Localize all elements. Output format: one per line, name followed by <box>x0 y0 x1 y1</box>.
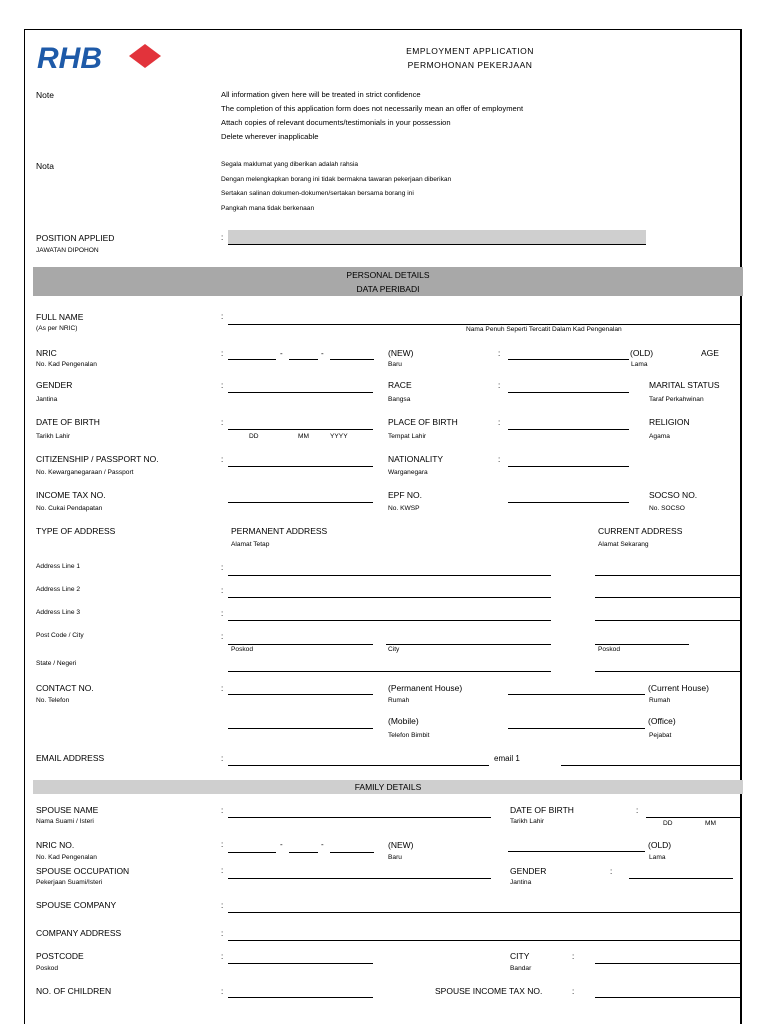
email-1-label: email 1 <box>494 754 520 763</box>
spouse-gender-label: GENDER <box>510 866 547 876</box>
dash: - <box>321 840 324 849</box>
race-sub: Bangsa <box>388 396 411 403</box>
permanent-house-label: (Permanent House) <box>388 683 463 693</box>
spouse-dob-dd: DD <box>663 820 673 827</box>
colon: : <box>221 349 224 358</box>
perm-city-field[interactable] <box>386 644 551 645</box>
spouse-dob-field[interactable] <box>646 817 742 818</box>
spouse-occupation-label: SPOUSE OCCUPATION <box>36 866 130 876</box>
income-tax-field[interactable] <box>228 502 373 503</box>
colon: : <box>221 840 224 849</box>
spouse-gender-sub: Jantina <box>510 879 532 886</box>
office-label: (Office) <box>648 716 676 726</box>
spouse-name-label: SPOUSE NAME <box>36 805 99 815</box>
nationality-field[interactable] <box>508 466 629 467</box>
colon: : <box>610 867 613 876</box>
gender-label: GENDER <box>36 380 73 390</box>
spouse-dob-label: DATE OF BIRTH <box>510 805 574 815</box>
pob-field[interactable] <box>508 429 629 430</box>
colon: : <box>221 754 224 763</box>
postcode-label: POSTCODE <box>36 951 84 961</box>
mobile-sub: Telefon Bimbit <box>388 732 430 739</box>
permanent-address-sub: Alamat Tetap <box>231 541 270 548</box>
income-tax-label: INCOME TAX NO. <box>36 490 106 500</box>
dob-sub: Tarikh Lahir <box>36 433 71 440</box>
poskod-sub: Poskod <box>231 646 253 653</box>
dash: - <box>321 349 324 358</box>
spouse-nric-old-field[interactable] <box>508 851 645 852</box>
personal-details-title: PERSONAL DETAILS <box>346 270 430 280</box>
dash: - <box>280 349 283 358</box>
position-applied-field[interactable] <box>228 230 646 245</box>
nota-line: Segala maklumat yang diberikan adalah rahsia <box>221 161 359 168</box>
nric-part1-field[interactable] <box>228 359 276 360</box>
form-title-en: EMPLOYMENT APPLICATION <box>406 46 534 56</box>
gender-sub: Jantina <box>36 396 58 403</box>
epf-label: EPF NO. <box>388 490 423 500</box>
nric-sub: No. Kad Pengenalan <box>36 361 97 368</box>
dob-field[interactable] <box>228 429 373 430</box>
form-title-my: PERMOHONAN PEKERJAAN <box>407 60 533 70</box>
dash: - <box>280 840 283 849</box>
state-label: State / Negeri <box>36 660 77 667</box>
colon: : <box>221 312 224 321</box>
rumah-sub: Rumah <box>649 697 671 704</box>
full-name-field[interactable] <box>228 324 742 325</box>
epf-field[interactable] <box>508 502 629 503</box>
no-of-children-field[interactable] <box>228 997 373 998</box>
spouse-nric-label: NRIC NO. <box>36 840 75 850</box>
nric-label: NRIC <box>36 348 57 358</box>
city-label: CITY <box>510 951 530 961</box>
city-sub: Bandar <box>510 965 532 972</box>
perm-address-line-1-field[interactable] <box>228 575 551 576</box>
rumah-sub: Rumah <box>388 697 410 704</box>
colon: : <box>221 952 224 961</box>
full-name-hint: Nama Penuh Seperti Tercatit Dalam Kad Pengenalan <box>466 326 622 333</box>
spouse-income-tax-field[interactable] <box>595 997 742 998</box>
citizenship-field[interactable] <box>228 466 373 467</box>
colon: : <box>221 806 224 815</box>
income-tax-sub: No. Cukai Pendapatan <box>36 505 103 512</box>
nric-old-sub: Lama <box>631 361 648 368</box>
perm-state-field[interactable] <box>228 671 551 672</box>
note-line: Attach copies of relevant documents/testimonials in your possession <box>221 118 451 127</box>
position-applied-sub: JAWATAN DIPOHON <box>36 247 99 254</box>
colon: : <box>636 806 639 815</box>
colon: : <box>221 455 224 464</box>
email-address-label: EMAIL ADDRESS <box>36 753 105 763</box>
address-line-3-label: Address Line 3 <box>36 609 80 616</box>
spouse-nric-new-sub: Baru <box>388 854 402 861</box>
type-of-address-label: TYPE OF ADDRESS <box>36 526 116 536</box>
spouse-nric-old-sub: Lama <box>649 854 666 861</box>
perm-address-line-2-field[interactable] <box>228 597 551 598</box>
current-address-label: CURRENT ADDRESS <box>598 526 683 536</box>
dob-yyyy: YYYY <box>330 433 348 440</box>
company-address-field[interactable] <box>228 940 742 941</box>
colon: : <box>221 684 224 693</box>
nric-part3-field[interactable] <box>330 359 374 360</box>
email-1-field[interactable] <box>561 765 742 766</box>
spouse-nric-sub: No. Kad Pengenalan <box>36 854 97 861</box>
nota-line: Dengan melengkapkan borang ini tidak bermakna tawaran pekerjaan diberikan <box>221 176 452 183</box>
colon: : <box>221 987 224 996</box>
current-address-sub: Alamat Sekarang <box>598 541 649 548</box>
dob-mm: MM <box>298 433 309 440</box>
spouse-city-field[interactable] <box>595 963 742 964</box>
spouse-nric-part1-field[interactable] <box>228 852 276 853</box>
colon: : <box>221 563 224 572</box>
full-name-label: FULL NAME <box>36 312 84 322</box>
nric-part2-field[interactable] <box>289 359 318 360</box>
spouse-nric-old-label: (OLD) <box>648 840 672 850</box>
full-name-sub: (As per NRIC) <box>36 325 78 332</box>
colon: : <box>221 381 224 390</box>
gender-field[interactable] <box>228 392 373 393</box>
spouse-dob-mm: MM <box>705 820 716 827</box>
dob-label: DATE OF BIRTH <box>36 417 100 427</box>
colon: : <box>221 866 224 875</box>
spouse-nric-part2-field[interactable] <box>289 852 318 853</box>
perm-postcode-field[interactable] <box>228 644 373 645</box>
colon: : <box>498 381 501 390</box>
note-line: All information given here will be treated in strict confidence <box>221 90 421 99</box>
spouse-gender-field[interactable] <box>629 878 733 879</box>
religion-label: RELIGION <box>649 417 690 427</box>
postcode-sub: Poskod <box>36 965 58 972</box>
citizenship-sub: No. Kewarganegaraan / Passport <box>36 469 134 476</box>
curr-address-line-2-field[interactable] <box>595 597 742 598</box>
citizenship-label: CITIZENSHIP / PASSPORT NO. <box>36 454 159 464</box>
marital-status-label: MARITAL STATUS <box>649 380 720 390</box>
family-details-title: FAMILY DETAILS <box>354 782 422 792</box>
age-label: AGE <box>701 348 719 358</box>
spouse-nric-new-label: (NEW) <box>388 840 414 850</box>
email-field[interactable] <box>228 765 489 766</box>
nationality-label: NATIONALITY <box>388 454 444 464</box>
postcode-city-label: Post Code / City <box>36 632 84 639</box>
office-sub: Pejabat <box>649 732 672 739</box>
pob-sub: Tempat Lahir <box>388 433 427 440</box>
curr-postcode-field[interactable] <box>595 644 689 645</box>
religion-sub: Agama <box>649 433 670 440</box>
colon: : <box>221 418 224 427</box>
nric-old-label: (OLD) <box>630 348 654 358</box>
nric-old-field[interactable] <box>508 359 629 360</box>
address-line-2-label: Address Line 2 <box>36 586 80 593</box>
colon: : <box>572 987 575 996</box>
contact-field-2[interactable] <box>228 728 373 729</box>
curr-address-line-1-field[interactable] <box>595 575 742 576</box>
colon: : <box>221 901 224 910</box>
address-line-1-label: Address Line 1 <box>36 563 80 570</box>
spouse-name-field[interactable] <box>228 817 491 818</box>
spouse-company-label: SPOUSE COMPANY <box>36 900 117 910</box>
no-of-children-label: NO. OF CHILDREN <box>36 986 112 996</box>
spouse-income-tax-label: SPOUSE INCOME TAX NO. <box>435 986 543 996</box>
socso-label: SOCSO NO. <box>649 490 698 500</box>
note-label: Note <box>36 90 54 100</box>
note-line: Delete wherever inapplicable <box>221 132 319 141</box>
colon: : <box>572 952 575 961</box>
spouse-postcode-field[interactable] <box>228 963 373 964</box>
curr-address-line-3-field[interactable] <box>595 620 742 621</box>
colon: : <box>221 609 224 618</box>
spouse-occupation-field[interactable] <box>228 878 491 879</box>
note-line: The completion of this application form does not necessarily mean an offer of employment <box>221 104 524 113</box>
spouse-occupation-sub: Pekerjaan Suami/Isteri <box>36 879 103 886</box>
spouse-dob-sub: Tarikh Lahir <box>510 818 545 825</box>
contact-field[interactable] <box>228 694 373 695</box>
epf-sub: No. KWSP <box>388 505 420 512</box>
contact-no-label: CONTACT NO. <box>36 683 94 693</box>
position-applied-label: POSITION APPLIED <box>36 233 115 243</box>
colon: : <box>498 418 501 427</box>
marital-status-sub: Taraf Perkahwinan <box>649 396 704 403</box>
colon: : <box>221 929 224 938</box>
mobile-field[interactable] <box>508 728 645 729</box>
spouse-name-sub: Nama Suami / Isteri <box>36 818 94 825</box>
curr-state-field[interactable] <box>595 671 742 672</box>
colon: : <box>498 349 501 358</box>
dob-dd: DD <box>249 433 259 440</box>
nric-new-label: (NEW) <box>388 348 414 358</box>
permanent-address-label: PERMANENT ADDRESS <box>231 526 328 536</box>
colon: : <box>221 632 224 641</box>
mobile-label: (Mobile) <box>388 716 419 726</box>
race-label: RACE <box>388 380 412 390</box>
company-address-label: COMPANY ADDRESS <box>36 928 122 938</box>
current-house-label: (Current House) <box>648 683 709 693</box>
colon: : <box>221 233 224 242</box>
race-field[interactable] <box>508 392 629 393</box>
nota-line: Pangkah mana tidak berkenaan <box>221 205 315 212</box>
rhb-diamond-icon <box>129 44 161 68</box>
permanent-house-field[interactable] <box>508 694 645 695</box>
perm-address-line-3-field[interactable] <box>228 620 551 621</box>
nota-line: Sertakan salinan dokumen-dokumen/sertakan bersama borang ini <box>221 190 414 197</box>
rhb-logo-text: RHB <box>37 42 102 72</box>
pob-label: PLACE OF BIRTH <box>388 417 458 427</box>
nric-new-sub: Baru <box>388 361 402 368</box>
colon: : <box>221 586 224 595</box>
nationality-sub: Warganegara <box>388 469 428 476</box>
nota-label: Nota <box>36 161 54 171</box>
contact-no-sub: No. Telefon <box>36 697 70 704</box>
personal-details-title-my: DATA PERIBADI <box>356 284 420 294</box>
spouse-company-field[interactable] <box>228 912 742 913</box>
rhb-logo <box>37 42 162 72</box>
poskod-sub: Poskod <box>598 646 620 653</box>
socso-sub: No. SOCSO <box>649 505 685 512</box>
colon: : <box>498 455 501 464</box>
city-sub: City <box>388 646 400 653</box>
spouse-nric-part3-field[interactable] <box>330 852 374 853</box>
